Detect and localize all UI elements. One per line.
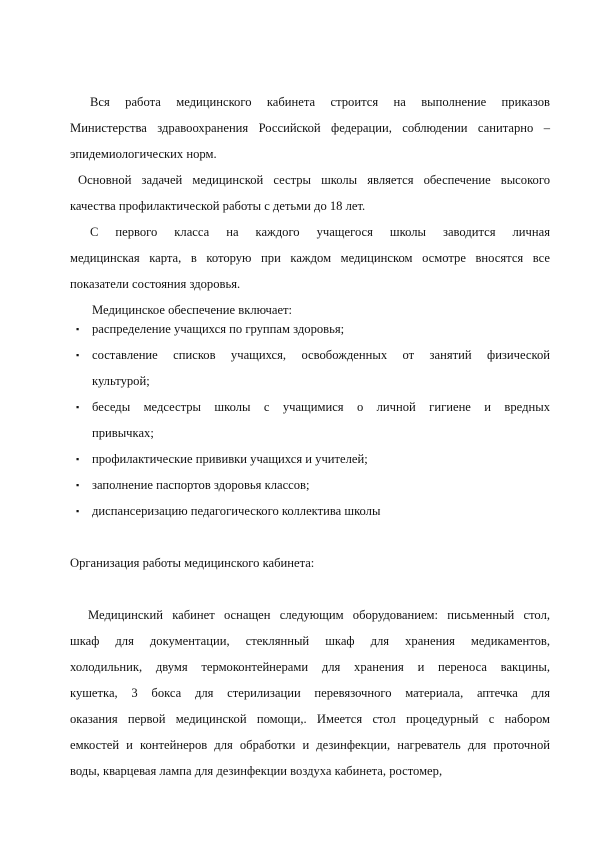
bullet-icon: ▪ <box>76 454 80 464</box>
equipment-line-7: воды, кварцевая лампа для дезинфекции воздуха кабинета, ростомер, <box>70 764 443 778</box>
list-item: составление списков учащихся, освобожденных от занятий физической <box>92 348 550 362</box>
intro-line-1: Вся работа медицинского кабинета строится на выполнение приказов <box>90 95 550 109</box>
intro-line-3: эпидемиологических норм. <box>70 147 217 161</box>
list-item: распределение учащихся по группам здоровья; <box>92 322 345 336</box>
list-item-continuation: культурой; <box>92 374 150 388</box>
list-item: беседы медсестры школы с учащимися о личной гигиене и вредных <box>92 400 550 414</box>
task-line-2: качества профилактической работы с детьми до 18 лет. <box>70 199 366 213</box>
provision-lead: Медицинское обеспечение включает: <box>92 303 293 317</box>
equipment-line-1: Медицинский кабинет оснащен следующим оборудованием: письменный стол, <box>88 608 550 622</box>
card-line-3: показатели состояния здоровья. <box>70 277 241 291</box>
bullet-icon: ▪ <box>76 506 80 516</box>
card-line-2: медицинская карта, в которую при каждом медицинском осмотре вносятся все <box>70 251 550 265</box>
equipment-line-5: оказания первой медицинской помощи,. Имеется стол процедурный с набором <box>70 712 550 726</box>
list-item: диспансеризацию педагогического коллектива школы <box>92 504 381 518</box>
equipment-line-3: холодильник, двумя термоконтейнерами для хранения и переноса вакцины, <box>70 660 550 674</box>
list-item: заполнение паспортов здоровья классов; <box>92 478 310 492</box>
intro-line-2: Министерства здравоохранения Российской федерации, соблюдении санитарно – <box>70 121 550 135</box>
card-line-1: С первого класса на каждого учащегося школы заводится личная <box>90 225 550 239</box>
task-line-1: Основной задачей медицинской сестры школы является обеспечение высокого <box>78 173 550 187</box>
bullet-icon: ▪ <box>76 480 80 490</box>
bullet-icon: ▪ <box>76 324 80 334</box>
bullet-icon: ▪ <box>76 402 80 412</box>
bullet-icon: ▪ <box>76 350 80 360</box>
list-item-continuation: привычках; <box>92 426 154 440</box>
equipment-line-6: емкостей и контейнеров для обработки и дезинфекции, нагреватель для проточной <box>70 738 550 752</box>
section-heading: Организация работы медицинского кабинета: <box>70 556 315 570</box>
equipment-line-2: шкаф для документации, стеклянный шкаф для хранения медикаментов, <box>70 634 550 648</box>
equipment-line-4: кушетка, 3 бокса для стерилизации перевязочного материала, аптечка для <box>70 686 550 700</box>
list-item: профилактические прививки учащихся и учителей; <box>92 452 368 466</box>
